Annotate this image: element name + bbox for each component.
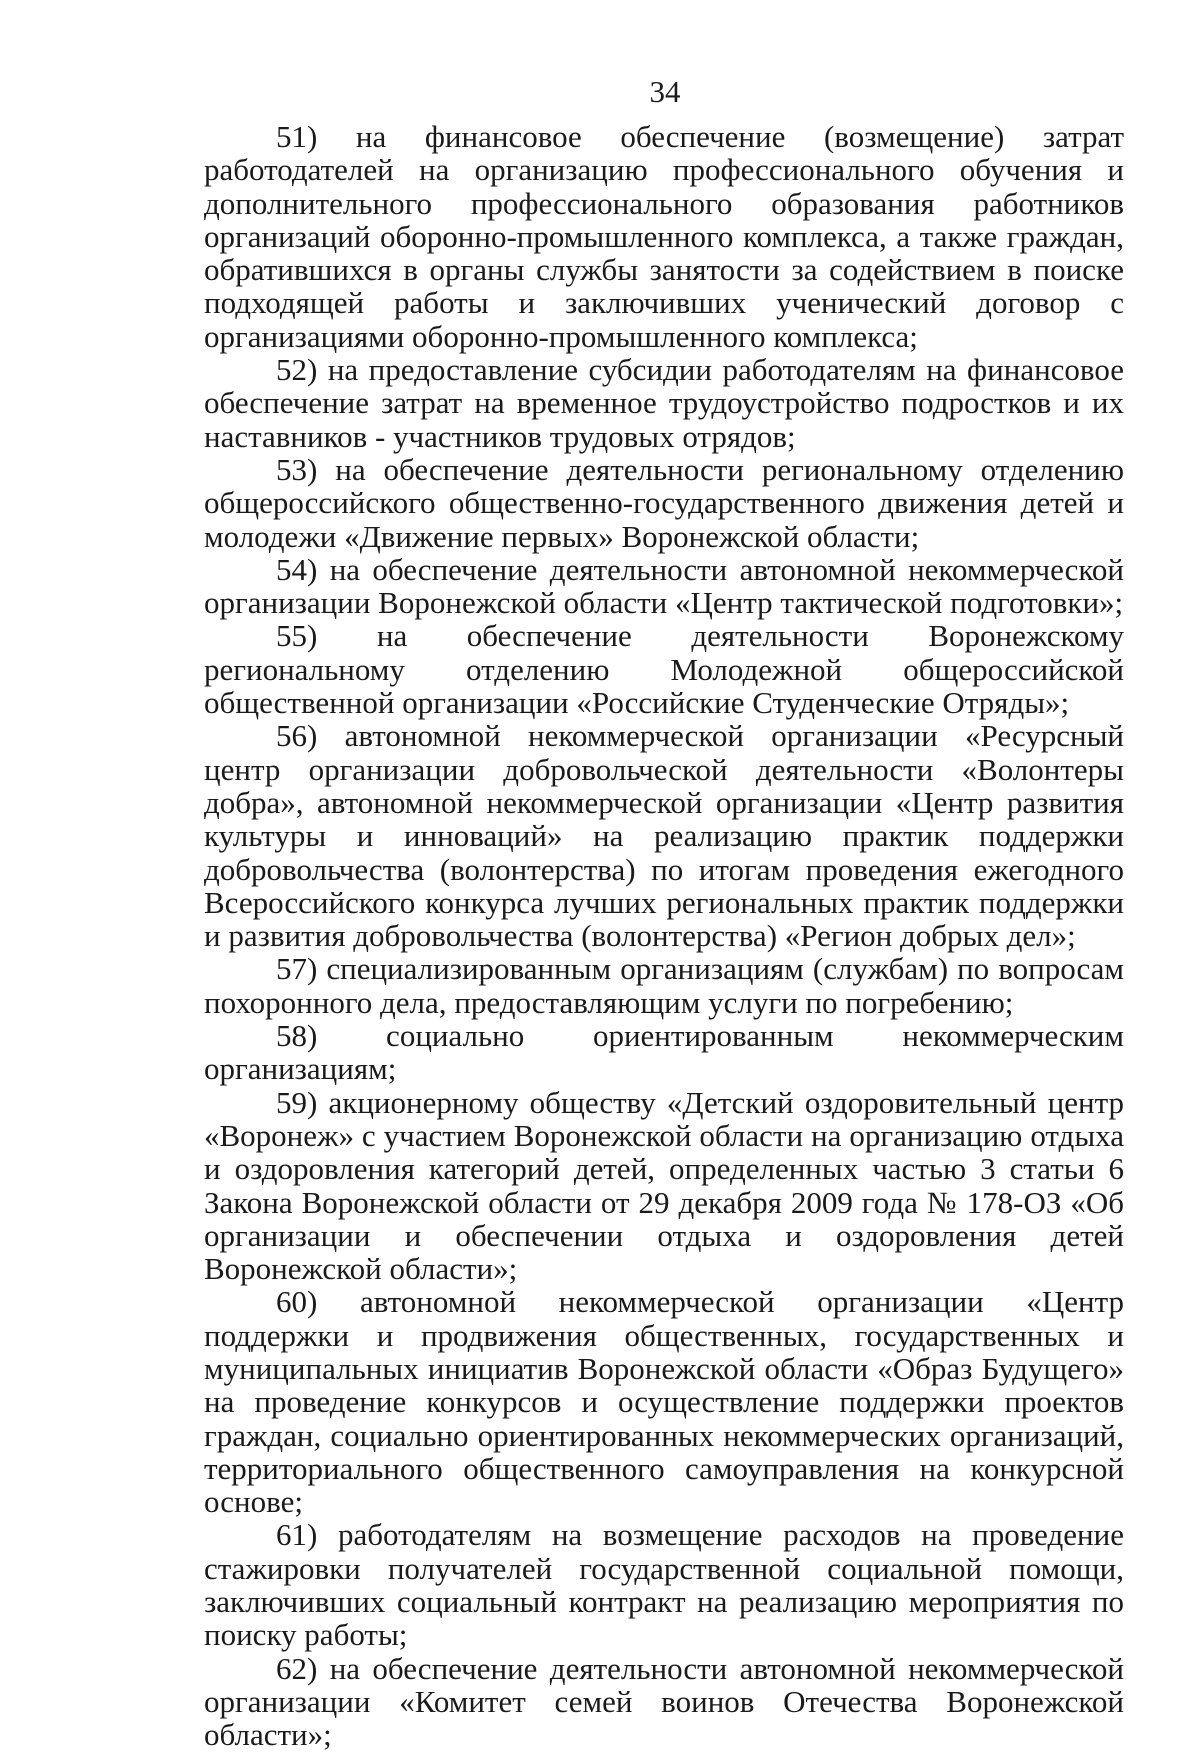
list-item-59: 59) акционерному обществу «Детский оздоровительный центр «Воронеж» с участием Воронежской области на организацию отдыха и оздоровления категорий детей, определенных частью 3 статьи 6 Закона Воронежской области от 29 декабря 2009 года № 178-ОЗ «Об организации и обеспечении отдыха и оздоровления детей Воронежской области»; [204, 1084, 1124, 1287]
list-item-56: 56) автономной некоммерческой организации «Ресурсный центр организации добровольческой деятельности «Волонтеры добра», автономной некоммерческой организации «Центр развития культуры и инноваций» на реализацию практик поддержки добровольчества (волонтерства) по итогам проведения ежегодного Всероссийского конкурса лучших региональных практик поддержки и развития добровольчества (волонтерства) «Регион добрых дел»; [204, 718, 1124, 954]
list-item-61: 61) работодателям на возмещение расходов на проведение стажировки получателей государственной социальной помощи, заключивших социальный контракт на реализацию мероприятия по поиску работы; [204, 1517, 1124, 1653]
list-item-55: 55) на обеспечение деятельности Воронежскому региональному отделению Молодежной общероссийской общественной организации «Российские Студенческие Отряды»; [204, 618, 1124, 721]
list-item-52: 52) на предоставление субсидии работодателям на финансовое обеспечение затрат на временное трудоустройство подростков и их наставников - участников трудовых отрядов; [204, 352, 1124, 454]
list-item-53: 53) на обеспечение деятельности региональному отделению общероссийского общественно-государственного движения детей и молодежи «Движение первых» Воронежской области; [204, 451, 1124, 554]
list-item-57: 57) специализированным организациям (службам) по вопросам похоронного дела, предоставляющим услуги по погребению; [204, 951, 1124, 1020]
list-item-54: 54) на обеспечение деятельности автономной некоммерческой организации Воронежской области «Центр тактической подготовки»; [204, 551, 1124, 621]
page-number: 34 [649, 74, 681, 109]
document-body [204, 120, 1124, 1752]
list-item-58: 58) социально ориентированным некоммерческим организациям; [204, 1018, 1124, 1087]
list-item-60: 60) автономной некоммерческой организации «Центр поддержки и продвижения общественных, государственных и муниципальных инициатив Воронежской области «Образ Будущего» на проведение конкурсов и осуществление поддержки проектов граждан, социально ориентированных некоммерческих организаций, территориального общественного самоуправления на конкурсной основе; [204, 1284, 1124, 1520]
list-item-62: 62) на обеспечение деятельности автономной некоммерческой организации «Комитет семей воинов Отечества Воронежской области»; [204, 1650, 1124, 1752]
list-item-51: 51) на финансовое обеспечение (возмещение) затрат работодателей на организацию профессионального обучения и дополнительного профессионального образования работников организаций оборонно-промышленного комплекса, а также граждан, обратившихся в органы службы занятости за содействием в поиске подходящей работы и заключивших ученический договор с организациями оборонно-промышленного комплекса; [204, 119, 1124, 354]
